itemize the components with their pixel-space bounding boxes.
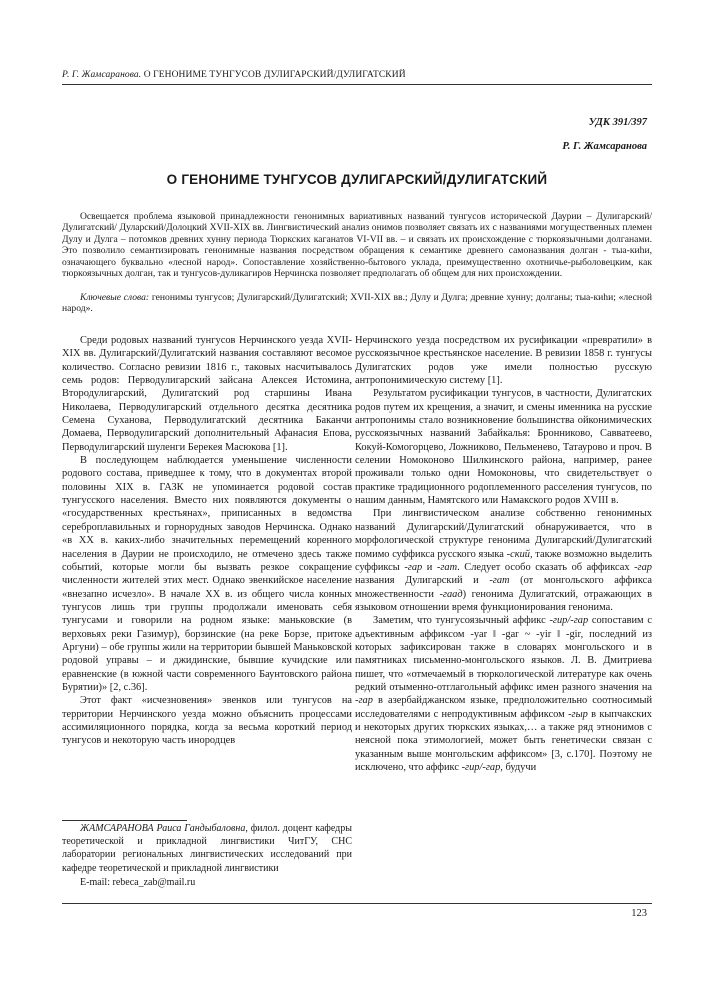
- italic-run: -гыр: [568, 708, 588, 720]
- paragraph: Среди родовых названий тунгусов Нерчинского уезда XVII-XIX вв. Дулигарский/Дулигатский названия составляют весомое количество. Согласно ревизии 1816 г., таковых насчитывалось семь родов: Перводулигарский зайсана Алексея Истомина, Втородулигарский, Дулигатский род старшины Ивана Николаева, Перводулигарский отдельного десятка десятника Семена Суханова, Перводулигатский десятника Баканчи Домаева, Перводулигарский дополнительный Афанасия Епова, Перводулигарский шуленги Берекея Масюкова [1].: [62, 335, 352, 453]
- italic-run: -гар: [634, 561, 652, 573]
- footnote-affiliation: [62, 822, 352, 875]
- running-head-title: О ГЕНОНИМЕ ТУНГУСОВ ДУЛИГАРСКИЙ/ДУЛИГАТСКИЙ: [141, 70, 406, 80]
- paragraph: [355, 614, 652, 774]
- page-number: 123: [631, 908, 647, 919]
- text-run: ) генонима Дулигатский, отражающих в языковом отношении время функционирования генонима.: [355, 588, 653, 613]
- text-run: сопоставим с адъективным аффиксом -yar ‖ -gar ~ -yir ‖ -gir, последний из которых зафиксирован также в словарях монгольского и в памятниках письменно-монгольского языков. Л. В. Дмитриева пишет, что «отмечаемый в тюркологической литературе как очень редкий отыменно-отглагольный аффикс имен разного значения на: [355, 615, 652, 693]
- paragraph: Нерчинского уезда посредством их русификации «превратили» в русскоязычное крестьянское население. В ревизии 1858 г. тунгусы Дулигатских родов уже имели полностью русскую антропонимическую систему [1].: [355, 335, 652, 387]
- author-byline: Р. Г. Жамсаранова: [562, 141, 647, 152]
- italic-run: -гар: [404, 561, 423, 573]
- italic-run: -гар: [355, 695, 373, 707]
- text-run: . Следует особо сказать об аффиксах: [457, 561, 635, 573]
- italic-run: -гат: [436, 561, 458, 573]
- header-rule: [62, 84, 652, 85]
- article-title: О ГЕНОНИМЕ ТУНГУСОВ ДУЛИГАРСКИЙ/ДУЛИГАТСКИЙ: [166, 172, 548, 187]
- text-run: также возможно выделить суффиксы: [355, 548, 652, 573]
- footer-rule: [62, 903, 652, 904]
- footnote-author-name: ЖАМСАРАНОВА Раиса Гандыбаловна,: [80, 823, 248, 834]
- text-run: и: [422, 561, 437, 573]
- paragraph: В последующем наблюдается уменьшение численности родового состава, приведшее к тому, что в документах второй половины XIX в. ГАЗК не упоминается родовой состав тунгусского населения. Вместо них появляются документы о «государственных крестьянах», приписанных в ведомства сереброплавильных и горнорудных заводов Нерчинска. Однако «в XX в. каких-либо значительных перемещений коренного населения в Даурии не происходило, не отмечено здесь также событий, которые могли бы вызвать резкое сокращение численности жителей этих мест. Однако эвенкийское население «внезапно исчезло». В начале XX в. из общего числа конных тунгусов лишь три группы продолжали именовать себя тунгусами и говорили на родном языке: маньковские (в верховьях реки Газимур), борзинские (на реке Борзе, притоке Аргуни) – обе группы жили на территории бывшей Маньковской родовой управы – и джидинские, бывшие кучидские или еравненские (в южной части современного Баунтовского района Бурятии)» [2, с.36].: [62, 455, 352, 693]
- text-run: названия Дулигарский и: [355, 575, 490, 587]
- udk-code: УДК 391/397: [588, 117, 647, 128]
- keywords: [62, 292, 652, 315]
- italic-run: -гаад: [439, 588, 463, 600]
- paragraph: [355, 507, 652, 614]
- footnote-rule: [62, 820, 187, 821]
- paragraph: Результатом русификации тунгусов, в частности, Дулигатских родов путем их крещения, а значит, и смены именника на русские антропонимы стало возникновение большинства ойконимических русскоязычных названий Забайкалья: Бронниково, Савватеево, Кокуй-Комогорцево, Ложниково, Пельменево, Татаурово и проч. В селении Номоконово Шилкинского района, например, ранее проживали только одни Номоконовы, что свидетельствует о практике традиционного родоплеменного расселения тунгусов, по нашим данным, Намятского или Намакского родов XVIII в.: [355, 388, 652, 507]
- text-run: в кыпчакских и некоторых других тюркских языках,… а также ряд этнонимов с неясной пока этимологией, может быть генетически связан с указанным выше монгольским аффиксом» [3, с.170]. Поэтому не исключено, что аффикс: [355, 708, 653, 773]
- footnote-email: E-mail: rebeca_zab@mail.ru: [80, 876, 196, 888]
- footnote-affiliation-text: филол. доцент кафедры теоретической и прикладной лингвистики ЧитГУ, СНС лаборатории региональных лингвистических исследований при кафедре теоретической и прикладной лингвистики: [62, 823, 352, 874]
- text-run: будучи: [502, 762, 537, 773]
- abstract: Освещается проблема языковой принадлежности генонимных вариативных названий тунгусов исторической Даурии – Дулигарский/ Дулигатский/ Дуларский/Долоцкий XVII-XIX вв. Лингвистический анализ онимов позволяет связать их с названиями могущественных племен Дулу и Дулга – потомков древних хунну периода Тюркских каганатов VI-VII вв. – и связать их происхождение с тюркоязычными долганами. Это позволило семантизировать генонимные названия посредством обращения к семантике древнего самоназвания долган - тыа-киhи, означающего буквально «лесной народ». Сопоставление хозяйственно-бытового уклада, преимущественно охотничье-рыболовецким, как тюркоязычных долган, так и тунгусов-дуликагиров Нерчинска позволяет предполагать об общем для них происхождении.: [62, 211, 652, 280]
- running-head: [62, 70, 652, 80]
- italic-run: -ский,: [506, 548, 533, 560]
- keywords-text: генонимы тунгусов; Дулигарский/Дулигатский; XVII-XIX вв.; Дулу и Дулга; древние хунну; долганы; тыа-киhи; «лесной народ».: [62, 292, 652, 315]
- text-run: в азербайджанском языке, предположительно соотносимый исследователями с непродуктивным аффиксом: [355, 695, 652, 720]
- italic-run: -гир/-гар,: [461, 762, 503, 773]
- paragraph: Этот факт «исчезновения» эвенков или тунгусов на территории Нерчинского уезда можно объяснить процессами ассимиляционного порядка, когда за весьма короткий период тунгусов и некоторую часть инородцев: [62, 695, 352, 747]
- right-column: [355, 334, 652, 774]
- author-footnote: [62, 822, 352, 889]
- left-column: [62, 334, 352, 748]
- running-head-author: Р. Г. Жамсаранова.: [62, 70, 142, 80]
- italic-run: -гат: [489, 575, 510, 587]
- text-run: При лингвистическом анализе собственно генонимных названий Дулигарский/Дулигатский обнаруживается, что в морфологической структуре генонима Дулигарский/Дулигатский помимо суффикса русского языка: [355, 508, 652, 560]
- italic-run: -гир/-гар: [549, 615, 589, 627]
- text-run: (от монгольского аффикса множественности: [355, 575, 652, 600]
- text-run: Заметим, что тунгусоязычный аффикс: [373, 615, 550, 627]
- keywords-label: Ключевые слова:: [80, 292, 150, 303]
